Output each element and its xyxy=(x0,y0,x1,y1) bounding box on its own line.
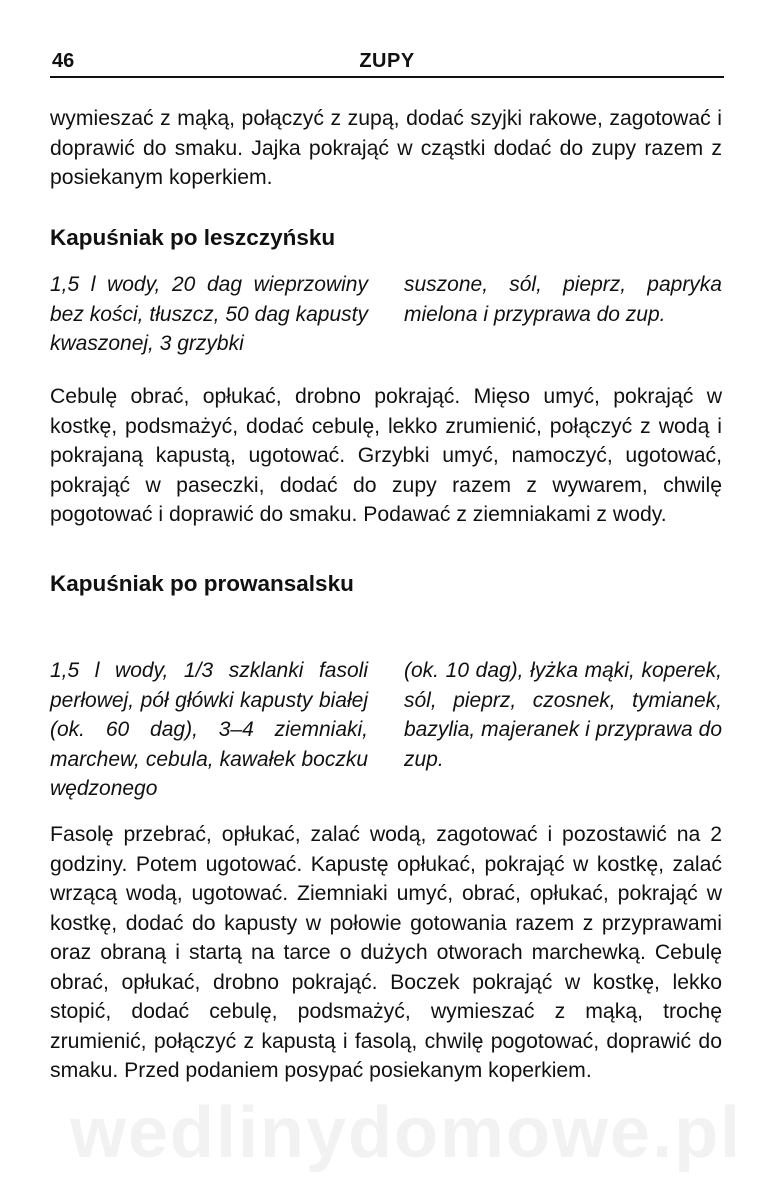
ingredients-right: suszone, sól, pieprz, papryka mielona i przyprawa do zup. xyxy=(404,273,722,326)
intro-paragraph: wymieszać z mąką, połączyć z zupą, dodać szyjki rakowe, zagotować i doprawić do smaku. Jajka pokrająć w cząstki dodać do zupy razem z posiekanym koperkiem. xyxy=(50,107,722,189)
page-number: 46 xyxy=(52,50,75,72)
method-paragraph: Cebulę obrać, opłukać, drobno pokrająć. Mięso umyć, pokrająć w kostkę, podsmażyć, dodać cebulę, lekko zrumienić, połączyć z wodą i pokrajaną kapustą, ugotować. Grzybki umyć, namoczyć, ugotować, pokrająć w paseczki, dodać do zupy razem z wywarem, chwilę pogotować i doprawić do smaku. Podawać z ziemniakami z wody. xyxy=(50,385,722,526)
method-paragraph: Fasolę przebrać, opłukać, zalać wodą, zagotować i pozostawić na 2 godziny. Potem ugotować. Kapustę opłukać, pokrająć w kostkę, zalać wrzącą wodą, ugotować. Ziemniaki umyć, obrać, opłukać, pokrająć w kostkę, dodać do kapusty w połowie gotowania razem z przyprawami oraz obraną i startą na tarce o dużych otworach marchewką. Cebulę obrać, opłukać, drobno pokrająć. Boczek pokrająć w kostkę, lekko stopić, dodać cebulę, podsmażyć, wymieszać z mąką, trochę zrumienić, połączyć z kapustą i fasolą, chwilę pogotować, doprawić do smaku. Przed podaniem posypać posiekanym koperkiem. xyxy=(50,823,722,1082)
recipe-title: Kapuśniak po leszczyńsku xyxy=(50,225,336,250)
ingredients-left: 1,5 l wody, 1/3 szklanki fasoli perłowej, pół główki kapusty białej (ok. 60 dag), 3–4 ziemniaki, marchew, cebula, kawałek boczku wędzonego xyxy=(50,659,368,800)
ingredients-left: 1,5 l wody, 20 dag wieprzowiny bez kości, tłuszcz, 50 dag kapusty kwaszonej, 3 grzybki xyxy=(50,273,368,355)
watermark: wedlinydomowe.pl xyxy=(70,1093,743,1173)
ingredients-right: (ok. 10 dag), łyżka mąki, koperek, sól, pieprz, czosnek, tymianek, bazylia, majeranek i przyprawa do zup. xyxy=(404,659,722,771)
page-header xyxy=(50,46,724,78)
recipe-title: Kapuśniak po prowansalsku xyxy=(50,571,354,596)
running-title: ZUPY xyxy=(359,50,415,72)
